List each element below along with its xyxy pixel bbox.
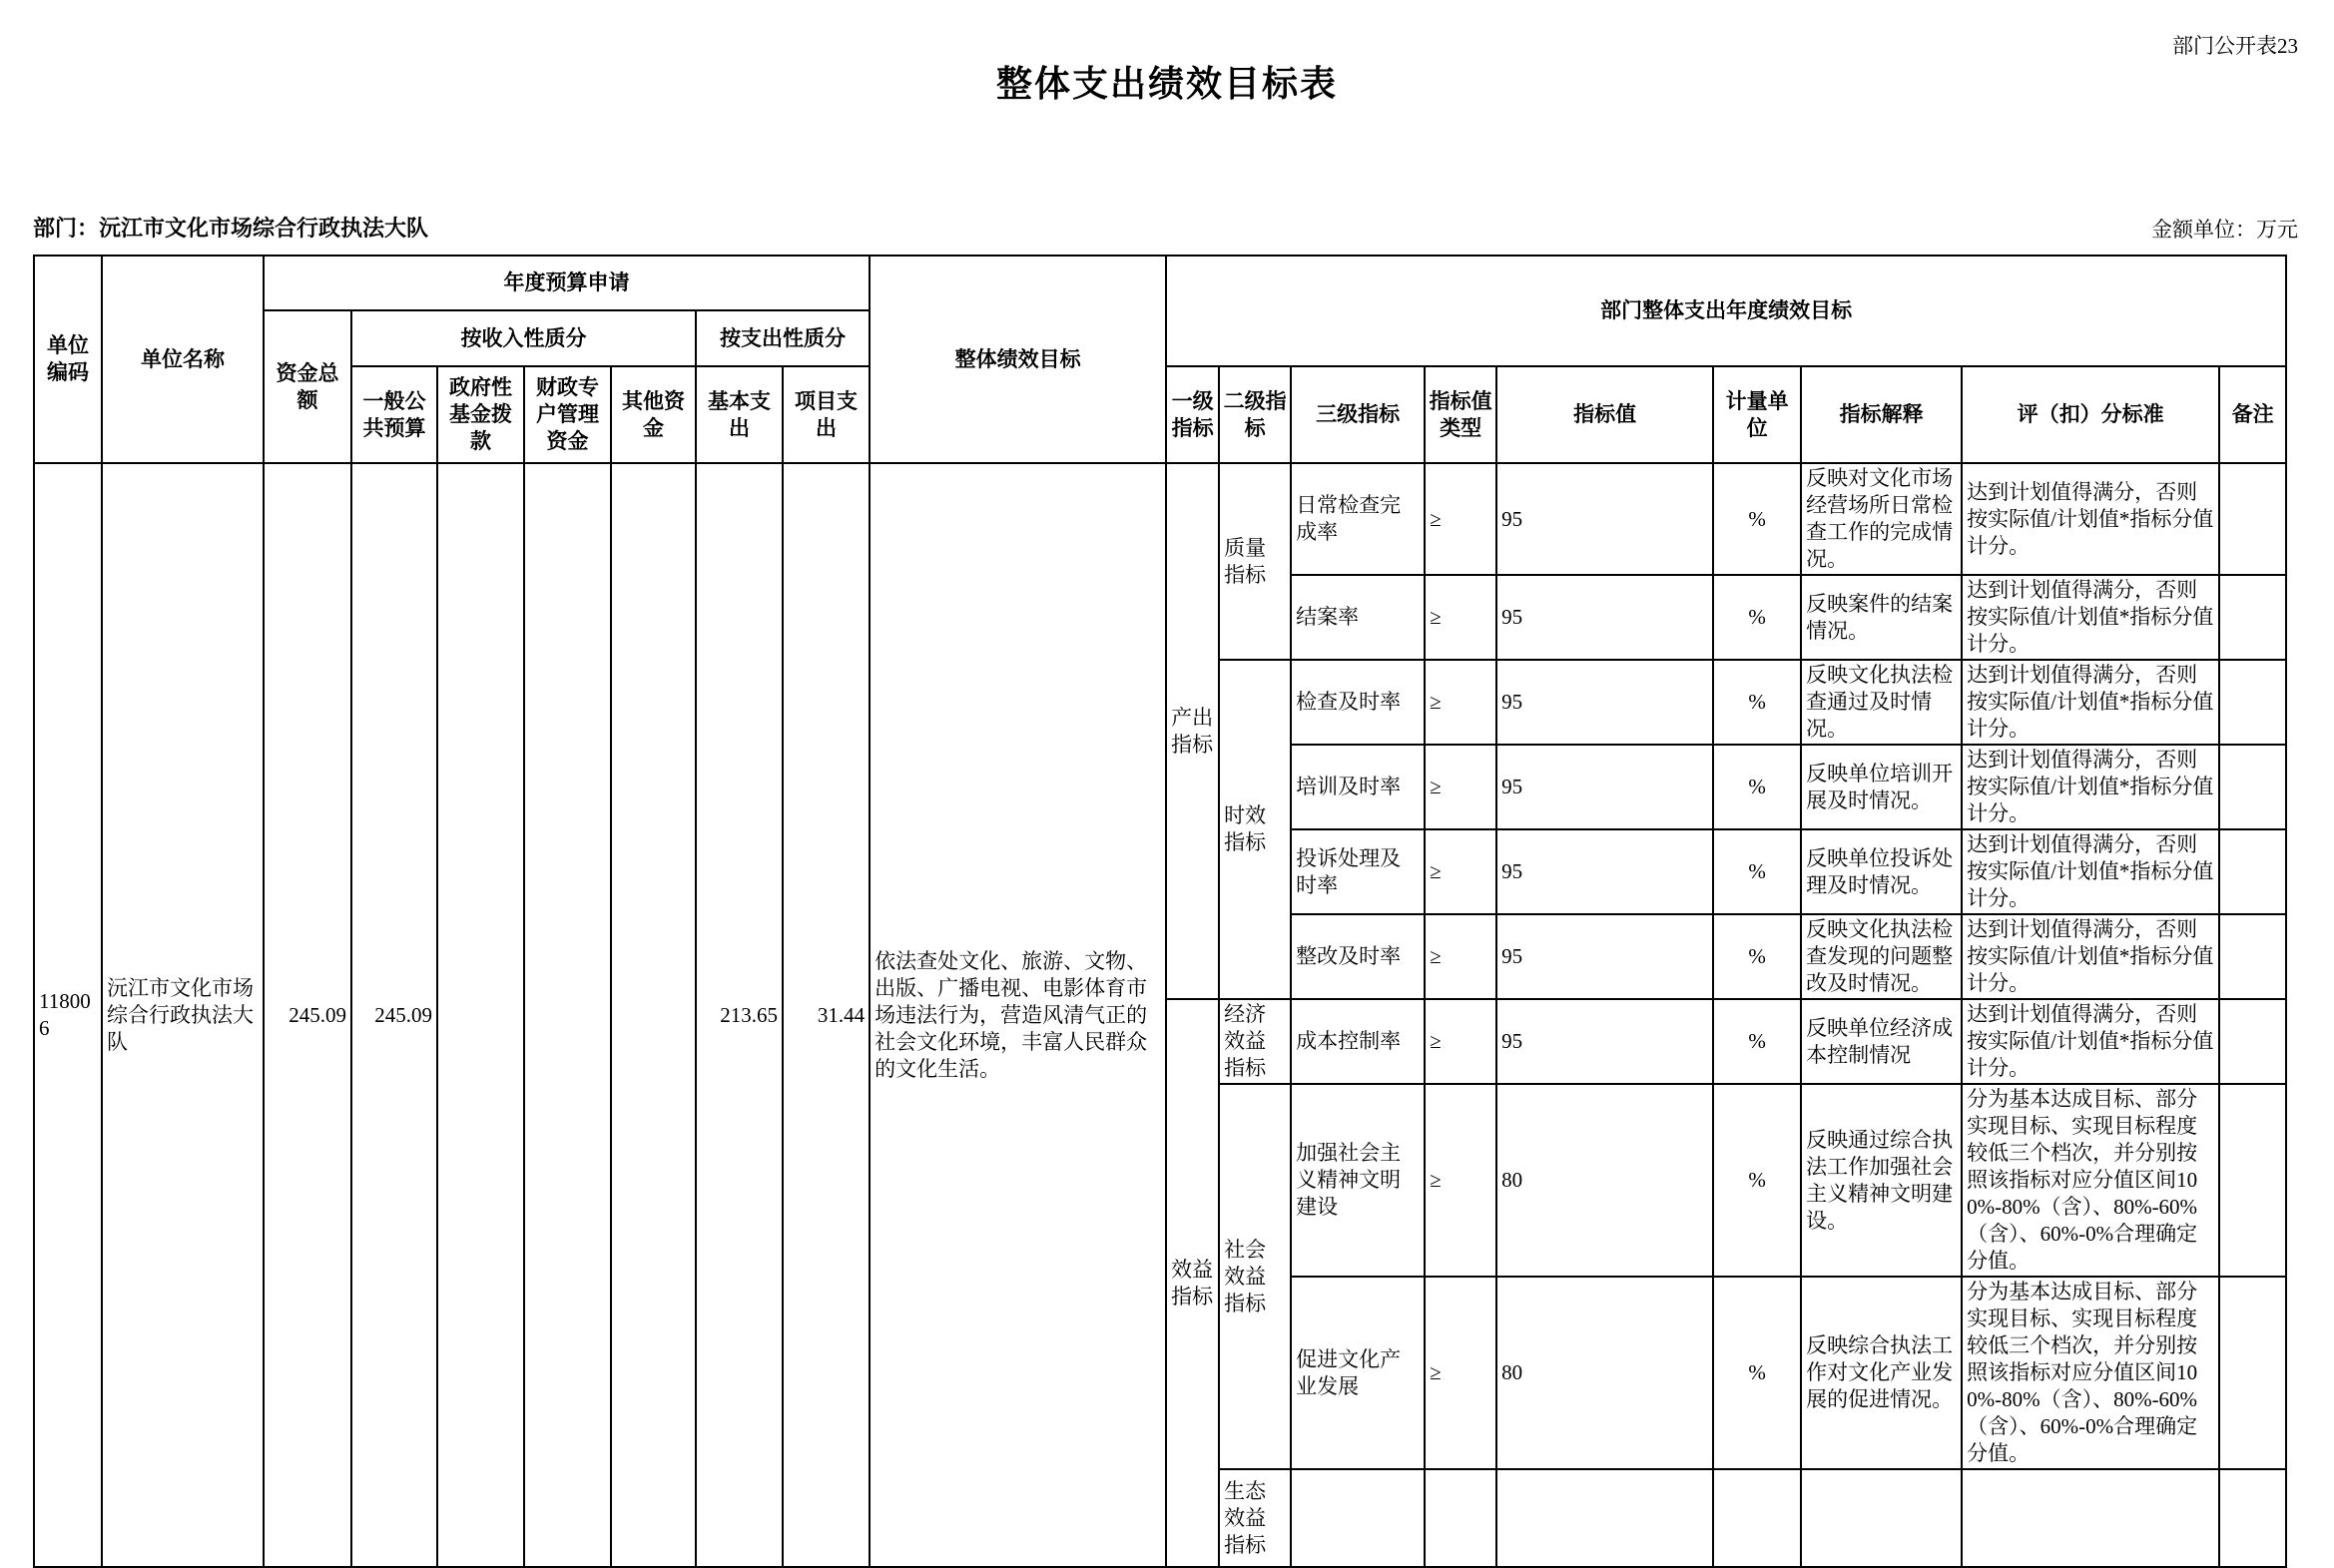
indicator-scoring: 分为基本达成目标、部分实现目标、实现目标程度较低三个档次，并分别按照该指标对应分值区间100%-80%（含）、80%-60%（含）、60%-0%合理确定分值。 [1962,1084,2219,1277]
header-remark: 备注 [2219,366,2286,463]
indicator-scoring: 达到计划值得满分，否则按实际值/计划值*指标分值计分。 [1962,575,2219,660]
header-scoring: 评（扣）分标准 [1962,366,2219,463]
indicator-remark [2219,1469,2286,1567]
indicator-unit: % [1713,1084,1801,1277]
header-total-funds: 资金总额 [264,310,351,463]
indicator-level3: 促进文化产业发展 [1291,1277,1425,1469]
indicator-explanation: 反映综合执法工作对文化产业发展的促进情况。 [1801,1277,1962,1469]
header-unit-name: 单位名称 [102,256,264,463]
indicator-scoring: 达到计划值得满分，否则按实际值/计划值*指标分值计分。 [1962,999,2219,1084]
indicator-unit [1713,1469,1801,1567]
indicator-unit: % [1713,829,1801,914]
total-funds-cell: 245.09 [264,463,351,1567]
doc-number: 部门公开表23 [2172,34,2298,58]
indicator-explanation: 反映文化执法检查通过及时情况。 [1801,660,1962,745]
indicator-unit: % [1713,575,1801,660]
header-value: 指标值 [1496,366,1713,463]
header-explanation: 指标解释 [1801,366,1962,463]
indicator-level3: 加强社会主义精神文明建设 [1291,1084,1425,1277]
indicator-value: 95 [1496,745,1713,829]
indicator-remark [2219,829,2286,914]
general-public-budget-cell: 245.09 [351,463,437,1567]
header-fiscal-account: 财政专户管理资金 [524,366,611,463]
indicator-unit: % [1713,1277,1801,1469]
level1-benefit-cell: 效益指标 [1166,999,1219,1567]
indicator-remark [2219,1084,2286,1277]
indicator-scoring: 达到计划值得满分，否则按实际值/计划值*指标分值计分。 [1962,745,2219,829]
header-level1: 一级指标 [1166,366,1219,463]
indicator-scoring: 分为基本达成目标、部分实现目标、实现目标程度较低三个档次，并分别按照该指标对应分值区间100%-80%（含）、80%-60%（含）、60%-0%合理确定分值。 [1962,1277,2219,1469]
indicator-explanation: 反映案件的结案情况。 [1801,575,1962,660]
header-dept-annual-goal: 部门整体支出年度绩效目标 [1166,256,2286,366]
indicator-value-type: ≥ [1425,660,1496,745]
indicator-value: 95 [1496,999,1713,1084]
header-gov-fund: 政府性基金拨款 [437,366,524,463]
level2-ecological-cell: 生态效益指标 [1219,1469,1291,1567]
indicator-scoring: 达到计划值得满分，否则按实际值/计划值*指标分值计分。 [1962,914,2219,999]
indicator-level3: 成本控制率 [1291,999,1425,1084]
header-level2: 二级指标 [1219,366,1291,463]
header-overall-goal: 整体绩效目标 [870,256,1166,463]
indicator-explanation: 反映单位培训开展及时情况。 [1801,745,1962,829]
indicator-value: 95 [1496,829,1713,914]
basic-expenditure-cell: 213.65 [696,463,783,1567]
level2-quality-cell: 质量指标 [1219,463,1291,660]
fiscal-account-cell [524,463,611,1567]
gov-fund-cell [437,463,524,1567]
level2-economic-cell: 经济效益指标 [1219,999,1291,1084]
indicator-remark [2219,745,2286,829]
indicator-unit: % [1713,660,1801,745]
level1-output-cell: 产出指标 [1166,463,1219,999]
indicator-value: 80 [1496,1084,1713,1277]
indicator-remark [2219,463,2286,575]
indicator-unit: % [1713,745,1801,829]
header-general-public-budget: 一般公共预算 [351,366,437,463]
indicator-scoring: 达到计划值得满分，否则按实际值/计划值*指标分值计分。 [1962,463,2219,575]
page-title: 整体支出绩效目标表 [995,64,1338,104]
indicator-remark [2219,1277,2286,1469]
indicator-explanation [1801,1469,1962,1567]
indicator-remark [2219,914,2286,999]
indicator-value: 95 [1496,660,1713,745]
indicator-level3: 结案率 [1291,575,1425,660]
indicator-explanation: 反映单位投诉处理及时情况。 [1801,829,1962,914]
indicator-level3: 日常检查完成率 [1291,463,1425,575]
overall-goal-cell: 依法查处文化、旅游、文物、出版、广播电视、电影体育市场违法行为，营造风清气正的社会文化环境，丰富人民群众的文化生活。 [870,463,1166,1567]
indicator-scoring: 达到计划值得满分，否则按实际值/计划值*指标分值计分。 [1962,660,2219,745]
header-unit: 计量单位 [1713,366,1801,463]
indicator-explanation: 反映单位经济成本控制情况 [1801,999,1962,1084]
indicator-value-type: ≥ [1425,999,1496,1084]
indicator-unit: % [1713,463,1801,575]
indicator-remark [2219,660,2286,745]
indicator-value-type: ≥ [1425,829,1496,914]
header-by-income: 按收入性质分 [351,310,696,366]
indicator-unit: % [1713,914,1801,999]
indicator-value-type: ≥ [1425,575,1496,660]
indicator-level3: 整改及时率 [1291,914,1425,999]
indicator-level3 [1291,1469,1425,1567]
department-line: 部门：沅江市文化市场综合行政执法大队 [33,216,429,241]
indicator-value-type: ≥ [1425,463,1496,575]
header-by-expenditure: 按支出性质分 [696,310,870,366]
indicator-level3: 培训及时率 [1291,745,1425,829]
header-unit-code: 单位编码 [34,256,102,463]
unit-name-cell: 沅江市文化市场综合行政执法大队 [102,463,264,1567]
amount-unit-note: 金额单位：万元 [2151,218,2298,242]
indicator-scoring [1962,1469,2219,1567]
performance-target-table [33,255,2287,1568]
indicator-unit: % [1713,999,1801,1084]
header-basic-expenditure: 基本支出 [696,366,783,463]
header-level3: 三级指标 [1291,366,1425,463]
header-annual-budget: 年度预算申请 [264,256,870,310]
indicator-value: 95 [1496,463,1713,575]
level2-social-cell: 社会效益指标 [1219,1084,1291,1469]
unit-code-cell: 118006 [34,463,102,1567]
indicator-remark [2219,999,2286,1084]
indicator-remark [2219,575,2286,660]
indicator-explanation: 反映对文化市场经营场所日常检查工作的完成情况。 [1801,463,1962,575]
indicator-value: 80 [1496,1277,1713,1469]
other-funds-cell [611,463,696,1567]
indicator-explanation: 反映通过综合执法工作加强社会主义精神文明建设。 [1801,1084,1962,1277]
indicator-value: 95 [1496,914,1713,999]
indicator-value-type [1425,1469,1496,1567]
project-expenditure-cell: 31.44 [783,463,870,1567]
indicator-value [1496,1469,1713,1567]
indicator-value-type: ≥ [1425,1277,1496,1469]
indicator-level3: 投诉处理及时率 [1291,829,1425,914]
header-project-expenditure: 项目支出 [783,366,870,463]
indicator-level3: 检查及时率 [1291,660,1425,745]
indicator-value-type: ≥ [1425,1084,1496,1277]
level2-timeliness-cell: 时效指标 [1219,660,1291,999]
indicator-value-type: ≥ [1425,745,1496,829]
indicator-value-type: ≥ [1425,914,1496,999]
header-value-type: 指标值类型 [1425,366,1496,463]
indicator-explanation: 反映文化执法检查发现的问题整改及时情况。 [1801,914,1962,999]
header-other-funds: 其他资金 [611,366,696,463]
indicator-scoring: 达到计划值得满分，否则按实际值/计划值*指标分值计分。 [1962,829,2219,914]
indicator-value: 95 [1496,575,1713,660]
